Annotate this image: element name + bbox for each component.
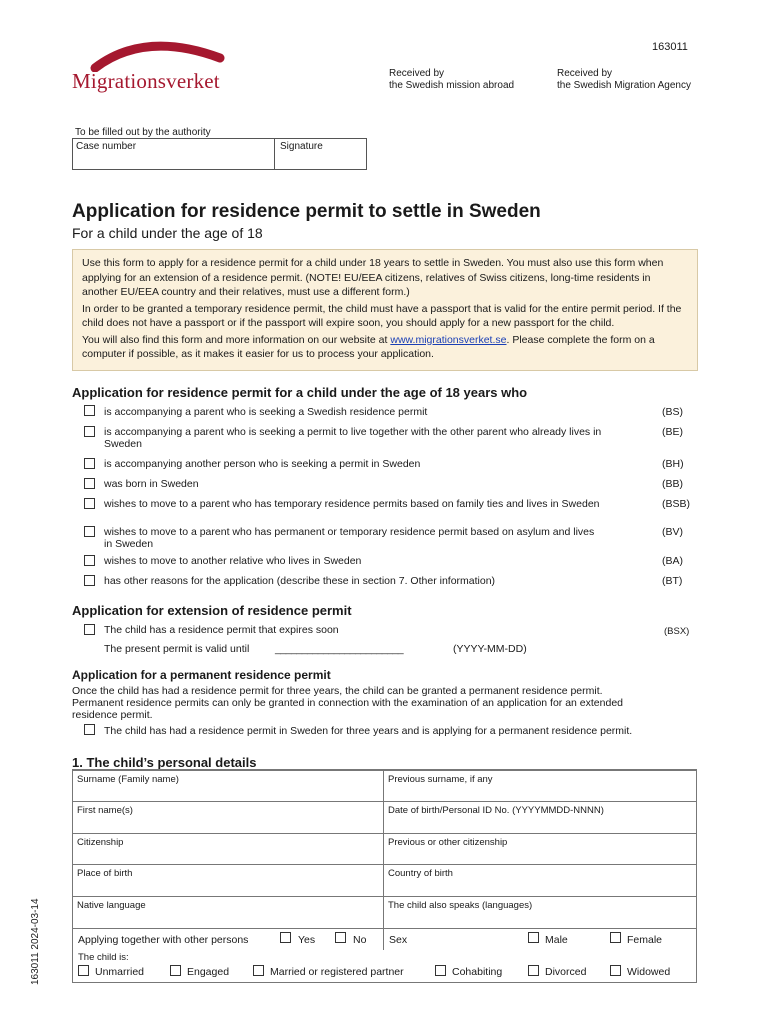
child-is-label: The child is: <box>78 952 129 963</box>
option-bh-checkbox[interactable] <box>84 458 95 469</box>
native-language-label: Native language <box>77 900 146 911</box>
option-bh-label: is accompanying another person who is seeking a permit in Sweden <box>104 458 421 470</box>
place-of-birth-label: Place of birth <box>77 868 133 879</box>
option-bv-checkbox[interactable] <box>84 526 95 537</box>
section-1-heading: 1. The child’s personal details <box>72 755 257 770</box>
option-bsb-code: (BSB) <box>662 498 691 510</box>
status-married-label: Married or registered partner <box>270 966 404 978</box>
option-bb-label: was born in Sweden <box>104 478 199 490</box>
info-paragraph-1: Use this form to apply for a residence permit for a child under 18 years to settle in Sweden. You must also use this form when applying for an extension of a residence permit. (NOTE! EU/EEA citizens, relatives of Swiss citizens, long-time residents in another EU/EEA country and their relatives, must use a different form.) <box>82 257 664 298</box>
permanent-label: The child has had a residence permit in Sweden for three years and is applying for a permanent residence permit. <box>104 725 633 737</box>
extension-label: The child has a residence permit that expires soon <box>104 624 339 636</box>
native-language-field[interactable] <box>72 896 384 929</box>
place-of-birth-field[interactable] <box>72 864 384 897</box>
also-speaks-field[interactable] <box>383 896 697 929</box>
country-of-birth-field[interactable] <box>383 864 697 897</box>
permanent-text: Once the child has had a residence permit for three years, the child can be granted a permanent residence permit. Permanent residence permits can only be granted in connection with the examination of an application for an extended residence permit. <box>72 685 624 721</box>
received-agency-line1: Received by <box>557 68 613 79</box>
status-divorced-label: Divorced <box>545 966 587 978</box>
migrationsverket-logo-arc <box>70 38 230 72</box>
citizenship-field[interactable] <box>72 833 384 865</box>
option-bs-label: is accompanying a parent who is seeking a Swedish residence permit <box>104 406 428 418</box>
option-bv-code: (BV) <box>662 526 683 538</box>
option-bt-code: (BT) <box>662 575 683 587</box>
section-application-heading: Application for residence permit for a child under the age of 18 years who <box>72 385 528 400</box>
authority-label: To be filled out by the authority <box>75 127 211 138</box>
status-cohabiting-label: Cohabiting <box>452 966 503 978</box>
received-mission-line2: the Swedish mission abroad <box>389 80 515 91</box>
valid-until-format: (YYYY-MM-DD) <box>453 643 527 655</box>
date-of-birth-label: Date of birth/Personal ID No. (YYYYMMDD-NNNN) <box>388 805 604 816</box>
option-bh-code: (BH) <box>662 458 684 470</box>
sex-female-label: Female <box>627 934 663 946</box>
citizenship-label: Citizenship <box>77 837 124 848</box>
sex-male-checkbox[interactable] <box>528 932 539 943</box>
page-title: Application for residence permit to settle in Sweden <box>72 201 541 222</box>
surname-field[interactable] <box>72 770 384 802</box>
applying-no-checkbox[interactable] <box>335 932 346 943</box>
country-of-birth-label: Country of birth <box>388 868 453 879</box>
received-agency <box>557 68 691 92</box>
valid-until-input[interactable]: ________________________ <box>275 643 404 655</box>
option-bs-code: (BS) <box>662 406 683 418</box>
case-number-field[interactable]: Case number <box>76 141 137 152</box>
option-be-checkbox[interactable] <box>84 426 95 437</box>
also-speaks-label: The child also speaks (languages) <box>388 900 533 911</box>
option-bsb-checkbox[interactable] <box>84 498 95 509</box>
info-text-after: . Please complete the form on a computer if possible, as it makes it easier for us to process your application. <box>82 333 655 360</box>
sex-female-checkbox[interactable] <box>610 932 621 943</box>
applying-together-label: Applying together with other persons <box>78 934 249 946</box>
previous-surname-label: Previous surname, if any <box>388 774 493 785</box>
previous-citizenship-label: Previous or other citizenship <box>388 837 508 848</box>
previous-citizenship-field[interactable] <box>383 833 697 865</box>
option-bs-checkbox[interactable] <box>84 405 95 416</box>
option-be-code: (BE) <box>662 426 683 438</box>
status-widowed-label: Widowed <box>627 966 671 978</box>
personal-details-table <box>72 769 697 983</box>
website-link[interactable]: www.migrationsverket.se <box>390 333 507 346</box>
date-of-birth-field[interactable] <box>383 801 697 834</box>
section-extension-heading: Application for extension of residence permit <box>72 603 352 618</box>
page-subtitle: For a child under the age of 18 <box>72 225 263 241</box>
extension-code: (BSX) <box>664 626 690 637</box>
first-names-label: First name(s) <box>77 805 133 816</box>
authority-box <box>72 138 367 170</box>
option-bv-label: wishes to move to a parent who has permanent or temporary residence permit based on asylum and lives in Sweden <box>104 526 595 550</box>
option-ba-label: wishes to move to another relative who lives in Sweden <box>104 555 362 567</box>
form-number: 163011 <box>652 41 688 53</box>
option-bt-label: has other reasons for the application (describe these in section 7. Other information) <box>104 575 496 587</box>
status-engaged-checkbox[interactable] <box>170 965 181 976</box>
received-agency-line2: the Swedish Migration Agency <box>557 80 691 91</box>
permanent-checkbox[interactable] <box>84 724 95 735</box>
status-widowed-checkbox[interactable] <box>610 965 621 976</box>
status-unmarried-label: Unmarried <box>95 966 145 978</box>
form-version-code: 163011 2024-03-14 <box>30 898 41 985</box>
applying-yes-checkbox[interactable] <box>280 932 291 943</box>
extension-checkbox[interactable] <box>84 624 95 635</box>
option-bb-checkbox[interactable] <box>84 478 95 489</box>
signature-field[interactable]: Signature <box>280 141 323 152</box>
status-divorced-checkbox[interactable] <box>528 965 539 976</box>
status-married-checkbox[interactable] <box>253 965 264 976</box>
option-ba-code: (BA) <box>662 555 683 567</box>
status-cohabiting-checkbox[interactable] <box>435 965 446 976</box>
status-engaged-label: Engaged <box>187 966 230 978</box>
previous-surname-field[interactable] <box>383 770 697 802</box>
applying-yes-label: Yes <box>298 934 316 946</box>
applying-no-label: No <box>353 934 367 946</box>
sex-male-label: Male <box>545 934 568 946</box>
authority-divider <box>274 139 275 169</box>
section-permanent-heading: Application for a permanent residence permit <box>72 668 331 682</box>
surname-label: Surname (Family name) <box>77 774 179 785</box>
info-box <box>72 249 698 371</box>
info-paragraph-3 <box>82 333 688 362</box>
option-bsb-label: wishes to move to a parent who has temporary residence permits based on family ties and lives in Sweden <box>104 498 600 510</box>
logo-text: Migrationsverket <box>72 69 220 93</box>
option-bb-code: (BB) <box>662 478 683 490</box>
valid-until-label: The present permit is valid until <box>104 643 250 655</box>
status-unmarried-checkbox[interactable] <box>78 965 89 976</box>
received-mission-line1: Received by <box>389 68 445 79</box>
info-paragraph-2: In order to be granted a temporary residence permit, the child must have a passport that is valid for the entire permit period. If the child does not have a passport or if the passport will expire soon, you should apply for a new passport for the child. <box>82 302 682 329</box>
info-text: You will also find this form and more information on our website at <box>82 333 391 346</box>
first-names-field[interactable] <box>72 801 384 834</box>
option-ba-checkbox[interactable] <box>84 555 95 566</box>
option-bt-checkbox[interactable] <box>84 575 95 586</box>
option-be-label: is accompanying a parent who is seeking a permit to live together with the other parent who already lives in Sweden <box>104 426 602 450</box>
received-mission <box>389 68 514 92</box>
sex-label: Sex <box>389 934 408 946</box>
